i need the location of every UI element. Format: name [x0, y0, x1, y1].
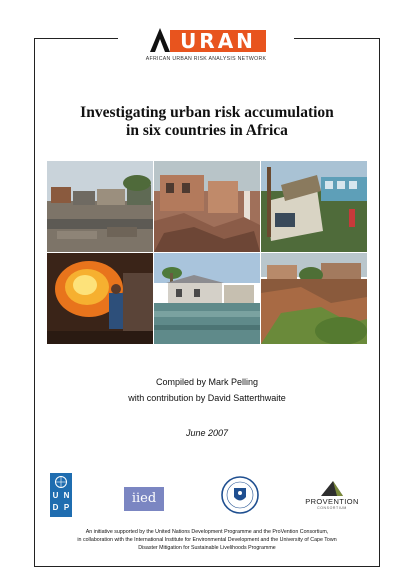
- title-line-1: Investigating urban risk accumulation: [80, 104, 334, 121]
- logo-word: URAN: [180, 29, 256, 53]
- provention-mountain-icon: [317, 479, 347, 497]
- iied-logo-text: iied: [131, 491, 157, 506]
- photo-fire: [47, 253, 153, 344]
- undp-letter-d: D: [52, 503, 59, 512]
- iied-logo: [124, 487, 164, 511]
- uct-crest-logo: [220, 475, 260, 515]
- photo-street-shacks: [47, 161, 153, 252]
- undp-letter-p: P: [63, 503, 70, 512]
- publication-date: June 2007: [185, 428, 229, 438]
- undp-logo: [50, 473, 72, 517]
- provention-name: PROVENTION: [305, 497, 359, 506]
- logo-orange-box: [170, 30, 266, 52]
- provention-sub: CONSORTIUM: [317, 506, 347, 510]
- photo-overturned-truck: [261, 161, 367, 252]
- undp-letter-u: U: [52, 491, 59, 500]
- photo-eroded-gully: [261, 253, 367, 344]
- photo-flooded-houses: [154, 253, 260, 344]
- contribution-by: with contribution by David Satterthwaite: [128, 393, 286, 403]
- footer-line-2: in collaboration with the International Institute for Environmental Development and the University of Cape Town: [77, 537, 337, 543]
- footer-acknowledgement: [40, 528, 374, 552]
- auran-logo: [118, 22, 294, 66]
- undp-letter-n: N: [63, 491, 70, 500]
- footer-line-3: Disaster Mitigation for Sustainable Livelihoods Programme: [138, 545, 276, 551]
- auran-wordmark: [148, 27, 266, 53]
- un-emblem-icon: [50, 475, 72, 489]
- compiled-by: Compiled by Mark Pelling: [155, 377, 259, 387]
- footer-line-1: An initiative supported by the United Nations Development Programme and the ProVention Consortium,: [85, 529, 329, 535]
- photo-damaged-buildings: [154, 161, 260, 252]
- report-title: [40, 104, 374, 140]
- university-crest-icon: [220, 475, 260, 515]
- provention-logo: [296, 479, 368, 515]
- logo-tagline: AFRICAN URBAN RISK ANALYSIS NETWORK: [145, 56, 267, 62]
- photo-grid: [47, 161, 367, 344]
- title-line-2: in six countries in Africa: [126, 122, 288, 139]
- partner-logos: [40, 473, 374, 517]
- logo-a-icon: [148, 27, 172, 53]
